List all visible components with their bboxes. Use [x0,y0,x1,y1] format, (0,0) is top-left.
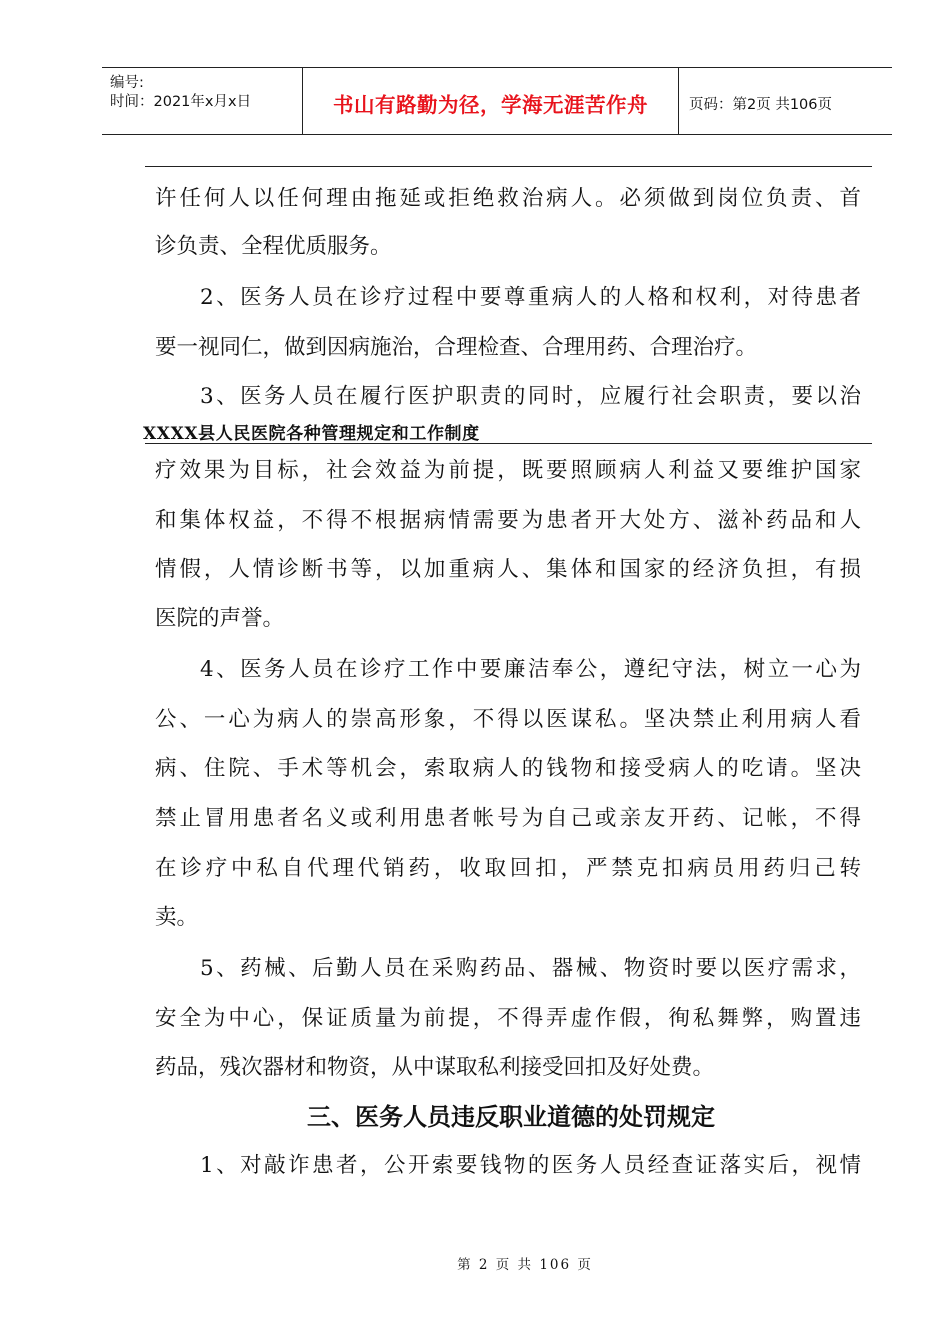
code-label: 编号: [110,75,144,91]
text-line: 公、一心为病人的崇高形象，不得以医谋私。坚决禁止利用病人看 [155,707,861,732]
text-line: 卖。 [155,905,199,930]
running-head: XXXX县人民医院各种管理规定和工作制度 [143,424,480,444]
time-label: 时间：2021年x月x日 [110,94,252,110]
text-line: 5、药械、后勤人员在采购药品、器械、物资时要以医疗需求， [200,956,861,981]
text-line: 疗效果为目标，社会效益为前提，既要照顾病人利益又要维护国家 [155,458,861,483]
text-line: 药品，残次器材和物资，从中谋取私利接受回扣及好处费。 [155,1055,715,1080]
text-line: 要一视同仁，做到因病施治，合理检查、合理用药、合理治疗。 [155,335,758,360]
text-line: 1、对敲诈患者，公开索要钱物的医务人员经查证落实后，视情 [200,1153,861,1178]
text-line: 禁止冒用患者名义或利用患者帐号为自己或亲友开药、记帐，不得 [155,806,861,831]
header-page-info: 页码：第2页 共106页 [689,96,833,113]
page-footer: 第 2 页 共 106 页 [457,1257,593,1273]
header-meta [102,68,303,134]
top-rule [145,166,872,167]
document-header [102,67,892,135]
running-head-rule [145,443,872,444]
text-line: 许任何人以任何理由拖延或拒绝救治病人。必须做到岗位负责、首 [155,186,861,211]
text-line: 医院的声誉。 [155,606,285,631]
text-line: 4、医务人员在诊疗工作中要廉洁奉公，遵纪守法，树立一心为 [200,657,861,682]
text-line: 2、医务人员在诊疗过程中要尊重病人的人格和权利，对待患者 [200,285,861,310]
header-motto: 书山有路勤为径，学海无涯苦作舟 [303,68,679,134]
text-line: 情假，人情诊断书等，以加重病人、集体和国家的经济负担，有损 [155,557,861,582]
text-line: 诊负责、全程优质服务。 [155,234,392,259]
text-line: 安全为中心，保证质量为前提，不得弄虚作假，徇私舞弊，购置违 [155,1006,861,1031]
text-line: 3、医务人员在履行医护职责的同时，应履行社会职责，要以治 [200,384,861,409]
section-heading: 三、医务人员违反职业道德的处罚规定 [307,1103,715,1131]
text-line: 在诊疗中私自代理代销药，收取回扣，严禁克扣病员用药归己转 [155,856,861,881]
text-line: 和集体权益，不得不根据病情需要为患者开大处方、滋补药品和人 [155,508,861,533]
text-line: 病、住院、手术等机会，索取病人的钱物和接受病人的吃请。坚决 [155,756,861,781]
